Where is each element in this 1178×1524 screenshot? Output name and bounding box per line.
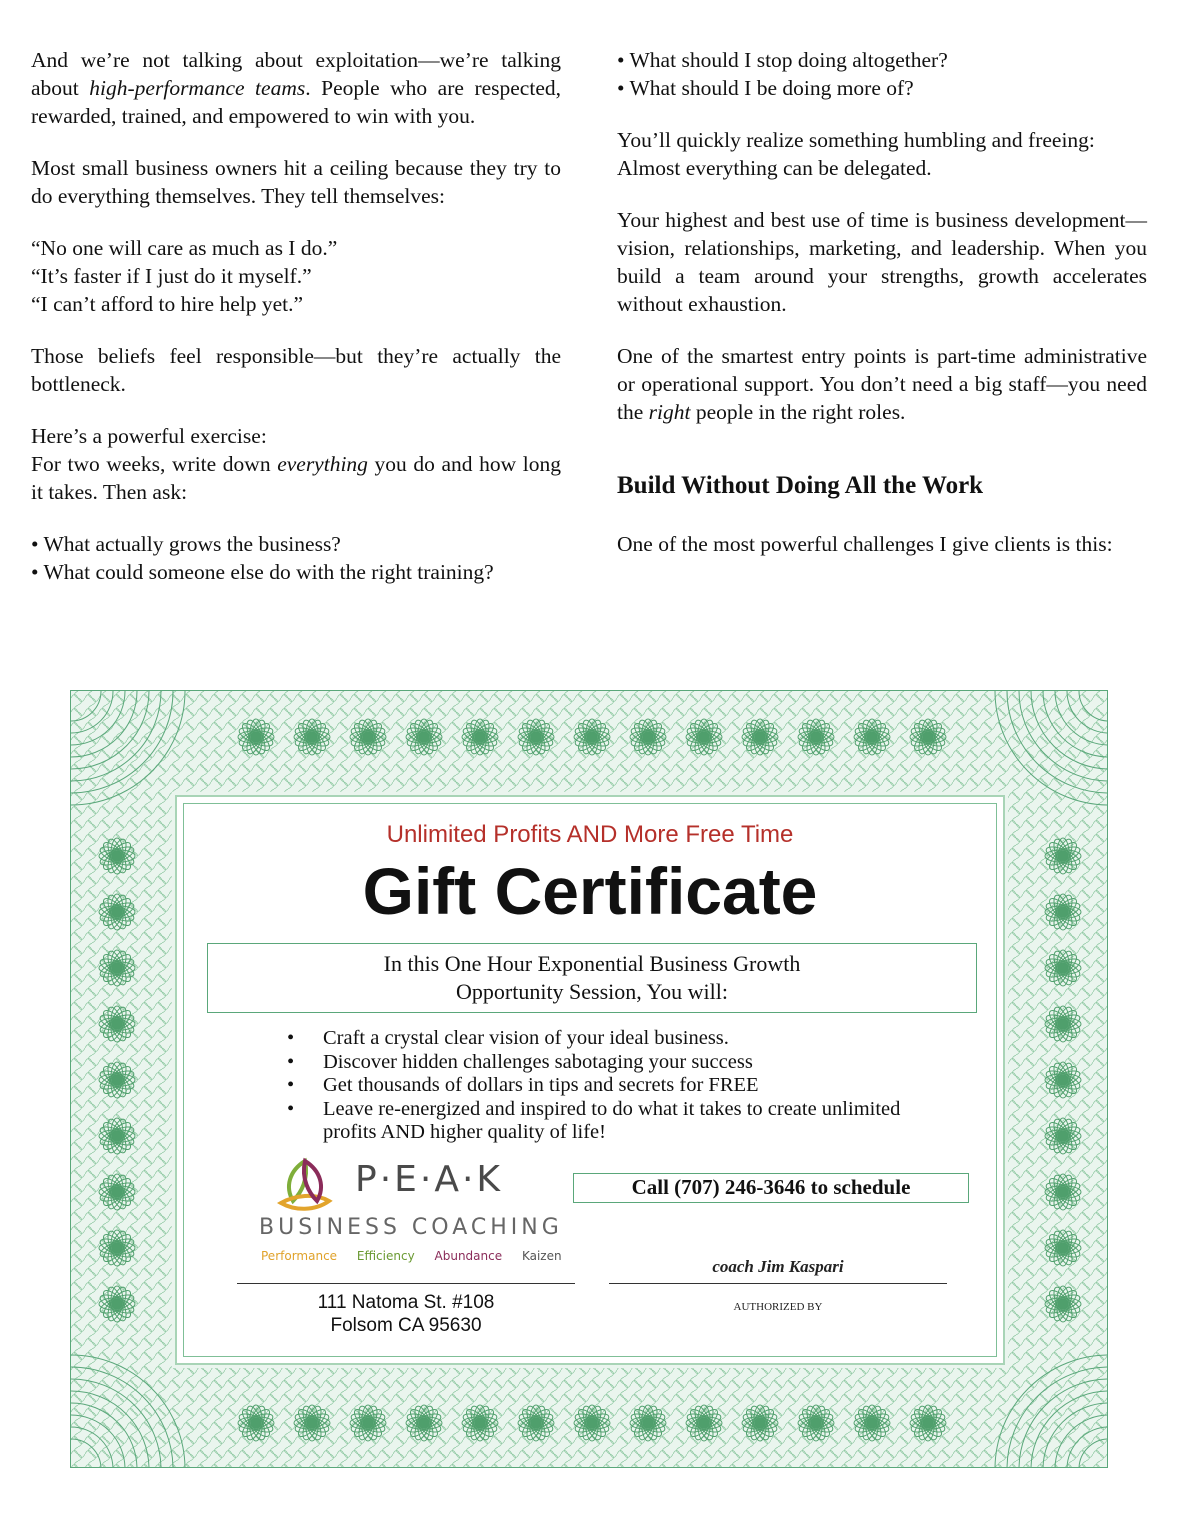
certificate-title: Gift Certificate — [362, 854, 818, 928]
logo-value-efficiency: Efficiency — [356, 1249, 415, 1263]
paragraph-bottleneck: Those beliefs feel responsible—but they’re actually the bottleneck. — [31, 344, 561, 396]
paragraph-teams: And we’re not talking about exploitation—we’re talking about high-performance teams. People who are respected, rewarded, trained, and empowered to win with you. — [31, 48, 561, 128]
paragraph-entry-points: One of the smartest entry points is part-time administrative or operational support. You don’t need a big staff—you need the right people in the right roles. — [617, 344, 1147, 424]
peak-logo-icon — [275, 1157, 335, 1213]
gift-certificate — [70, 690, 1108, 1468]
paragraph-best-use: Your highest and best use of time is business development—vision, relationships, marketing, and leadership. When you build a team around your strengths, growth accelerates without exhaustion. — [617, 208, 1147, 316]
paragraph-exercise-intro: Here’s a powerful exercise: — [31, 424, 267, 448]
call-to-schedule: Call (707) 246-3646 to schedule — [573, 1173, 969, 1203]
benefit-item: • Craft a crystal clear vision of your ideal business. — [287, 1027, 927, 1051]
bullet-grows: • What actually grows the business? — [31, 532, 341, 556]
logo-values — [261, 1249, 578, 1263]
authorized-by-label: AUTHORIZED BY — [733, 1301, 823, 1313]
logo-value-abundance: Abundance — [434, 1249, 503, 1263]
address-street: 111 Natoma St. #108 — [317, 1292, 495, 1313]
benefit-item: • Get thousands of dollars in tips and secrets for FREE — [287, 1074, 927, 1098]
quote-care: “No one will care as much as I do.” — [31, 236, 338, 260]
certificate-tagline: Unlimited Profits AND More Free Time — [386, 821, 794, 848]
section-heading: Build Without Doing All the Work — [617, 472, 984, 499]
session-line-1: In this One Hour Exponential Business Growth — [383, 951, 801, 976]
certificate-panel — [175, 795, 1005, 1365]
business-address — [237, 1291, 575, 1337]
session-line-2: Opportunity Session, You will: — [456, 979, 728, 1004]
address-line — [237, 1283, 575, 1284]
bullet-more: • What should I be doing more of? — [617, 76, 914, 100]
paragraph-challenge: One of the most powerful challenges I give clients is this: — [617, 532, 1113, 556]
logo-wordmark: P·E·A·K — [355, 1159, 504, 1200]
signature-line — [609, 1283, 947, 1284]
benefit-item: • Leave re-energized and inspired to do what it takes to create unlimited profits AND higher quality of life! — [287, 1098, 927, 1145]
quote-faster: “It’s faster if I just do it myself.” — [31, 264, 312, 288]
logo-value-kaizen: Kaizen — [521, 1249, 562, 1263]
session-box — [207, 943, 977, 1013]
bullet-someone-else: • What could someone else do with the right training? — [31, 560, 494, 584]
paragraph-ceiling: Most small business owners hit a ceiling because they try to do everything themselves. They tell themselves: — [31, 156, 561, 208]
bullet-stop: • What should I stop doing altogether? — [617, 48, 948, 72]
paragraph-realize: You’ll quickly realize something humbling and freeing: — [617, 128, 1095, 152]
benefits-list — [287, 1027, 927, 1145]
address-city: Folsom CA 95630 — [330, 1315, 482, 1336]
paragraph-delegated: Almost everything can be delegated. — [617, 156, 932, 180]
logo-subtitle: BUSINESS COACHING — [259, 1215, 563, 1240]
paragraph-exercise: For two weeks, write down everything you do and how long it takes. Then ask: — [31, 452, 561, 504]
quote-afford: “I can’t afford to hire help yet.” — [31, 292, 304, 316]
coach-signature: coach Jim Kaspari — [712, 1257, 844, 1276]
right-column — [617, 46, 1147, 582]
peak-logo — [259, 1157, 563, 1287]
benefit-item: • Discover hidden challenges sabotaging your success — [287, 1051, 927, 1075]
logo-value-performance: Performance — [261, 1249, 338, 1263]
left-column — [31, 46, 561, 586]
